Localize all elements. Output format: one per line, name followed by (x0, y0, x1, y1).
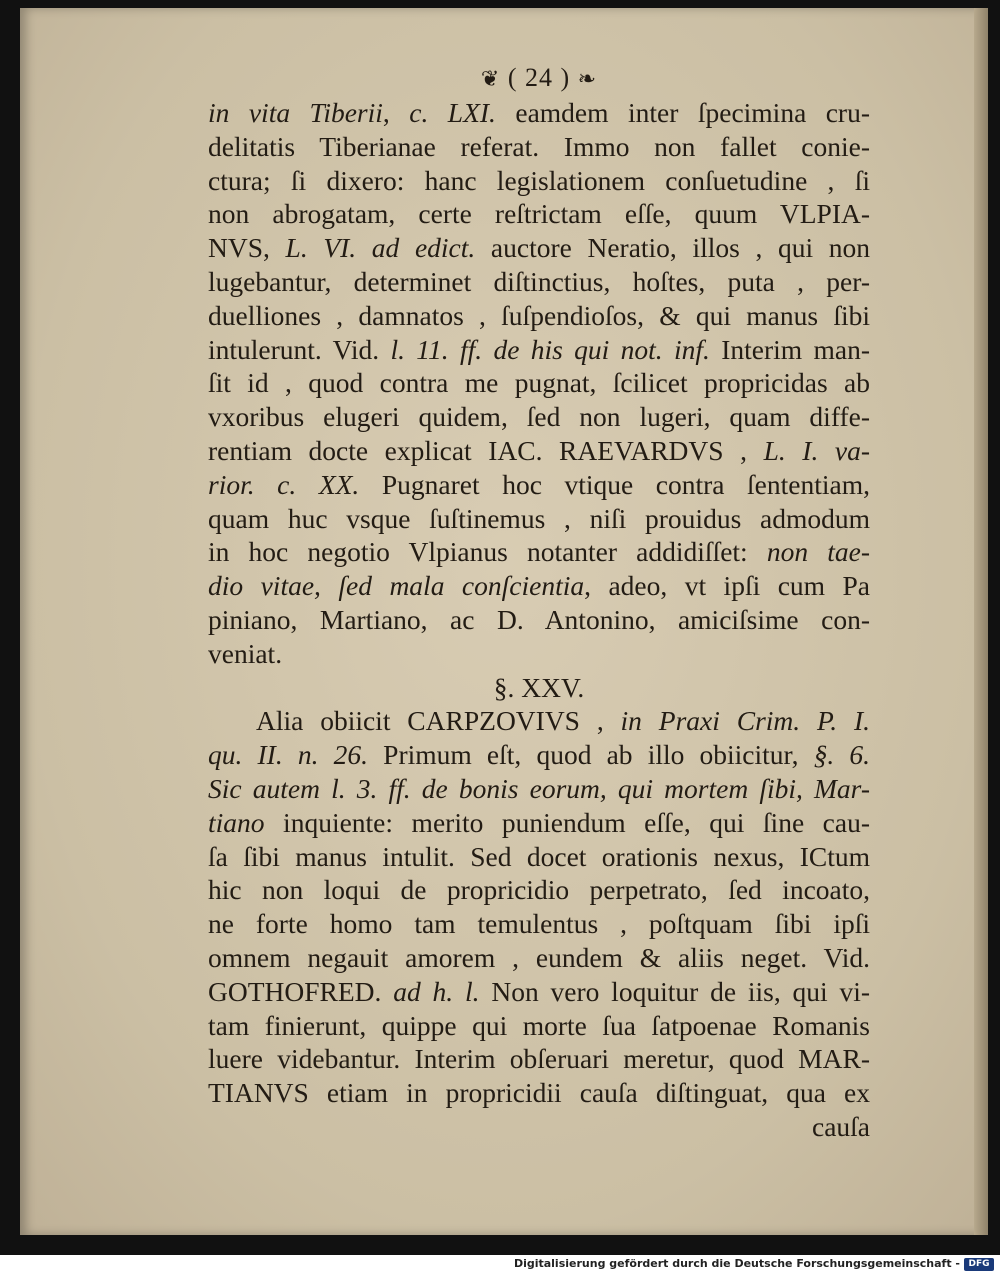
italic-span: in Praxi Crim. P. I. (620, 705, 870, 737)
text-span: TIANVS etiam in propricidii cauſa diſtinguat, qua ex (208, 1077, 870, 1109)
italic-span: rior. c. XX. (208, 468, 360, 500)
italic-span: Sic autem l. 3. ff. de bonis eorum, qui mortem ſibi, Mar- (208, 772, 870, 804)
dfg-logo: DFG (964, 1258, 994, 1271)
text-span: intulerunt. Vid. (208, 333, 391, 365)
text-line (208, 366, 870, 400)
text-line (208, 197, 870, 231)
text-span: omnem negauit amorem , eundem & aliis neget. Vid. (208, 941, 870, 973)
body-text (208, 96, 870, 1144)
text-line (208, 975, 870, 1009)
text-span: rentiam docte explicat IAC. RAEVARDVS , (208, 434, 764, 466)
text-span: auctore Neratio, illos , qui non (475, 232, 871, 264)
text-line (208, 299, 870, 333)
text-span: Non vero loquitur de iis, qui vi- (479, 975, 871, 1007)
italic-span: tiano (208, 806, 265, 838)
text-span: , adeo, vt ipſi cum Pa (584, 570, 871, 602)
text-line (208, 738, 870, 772)
italic-span: non tae- (766, 536, 870, 568)
text-line (208, 1076, 870, 1110)
text-span: piniano, Martiano, ac D. Antonino, amiciſsime con- (208, 603, 870, 635)
text-span: Interim man- (709, 333, 870, 365)
text-span: ſit id , quod contra me pugnat, ſcilicet propricidas ab (208, 367, 870, 399)
italic-span: ad h. l. (393, 975, 480, 1007)
text-span: tam finierunt, quippe qui morte ſua ſatpoenae Romanis (208, 1009, 870, 1041)
italic-span: L. I. va- (763, 434, 870, 466)
text-line (208, 400, 870, 434)
italic-span: L. VI. ad edict. (285, 232, 476, 264)
text-span: inquiente: merito puniendum eſſe, qui ſine cau- (264, 806, 870, 838)
text-line (208, 569, 870, 603)
text-span: §. XXV. (493, 671, 585, 703)
text-line (208, 941, 870, 975)
text-span: lugebantur, determinet diſtinctius, hoſtes, puta , per- (208, 265, 870, 297)
text-line (208, 873, 870, 907)
italic-span: c. LXI. (409, 97, 496, 128)
text-line (208, 231, 870, 265)
italic-span: qu. II. n. 26. (208, 739, 369, 771)
italic-span: §. 6. (813, 739, 871, 771)
text-span: delitatis Tiberianae referat. Immo non fallet conie- (208, 130, 870, 162)
text-line (208, 130, 870, 164)
text-line (208, 907, 870, 941)
italic-span: l. 11. ff. de his qui not. inf. (390, 333, 710, 365)
italic-span: dio vitae, ſed mala conſcientia (208, 570, 585, 602)
text-span: NVS, (208, 232, 286, 264)
text-span: luere videbantur. Interim obſeruari meretur, quod MAR- (208, 1043, 870, 1075)
text-line (208, 840, 870, 874)
text-line (208, 603, 870, 637)
text-line (208, 1042, 870, 1076)
text-line (208, 535, 870, 569)
text-span: Alia obiicit CARPZOVIVS , (256, 705, 621, 737)
ornament-left-icon: ❦ (480, 66, 501, 91)
text-span: Primum eſt, quod ab illo obiicitur, (368, 739, 814, 771)
italic-span: in vita Tiberii (208, 97, 383, 128)
text-span: in hoc negotio Vlpianus notanter addidiſſet: (208, 536, 767, 568)
text-span: vxoribus elugeri quidem, ſed non lugeri, quam diffe- (208, 401, 870, 433)
ornament-right-icon: ❧ (577, 66, 598, 91)
text-block (208, 60, 870, 1144)
text-line (208, 434, 870, 468)
text-line (208, 637, 870, 671)
text-line (208, 1009, 870, 1043)
text-span: ctura; ſi dixero: hanc legislationem conſuetudine , ſi (208, 164, 870, 196)
footer-credit: Digitalisierung gefördert durch die Deutsche Forschungsgemeinschaft - (513, 1257, 960, 1270)
text-line (208, 265, 870, 299)
catchword (208, 1110, 870, 1144)
text-line (208, 96, 870, 130)
section-heading (208, 671, 870, 705)
text-span: hic non loqui de propricidio perpetrato, ſed incoato, (208, 874, 870, 906)
footer-bar (0, 1255, 1000, 1275)
text-line (208, 704, 870, 738)
text-line (208, 164, 870, 198)
text-line (208, 772, 870, 806)
text-span: quam huc vsque ſuſtinemus , niſi prouidus admodum (208, 502, 870, 534)
text-line (208, 468, 870, 502)
text-span: , (382, 97, 410, 128)
text-span: GOTHOFRED. (208, 975, 394, 1007)
text-span: non abrogatam, certe reſtrictam eſſe, quum VLPIA- (208, 198, 870, 230)
text-span: duelliones , damnatos , ſuſpendioſos, & qui manus ſibi (208, 299, 870, 331)
text-span: Pugnaret hoc vtique contra ſententiam, (359, 468, 870, 500)
text-span: ſa ſibi manus intulit. Sed docet orationis nexus, ICtum (208, 840, 870, 872)
text-line (208, 806, 870, 840)
text-span: ne forte homo tam temulentus , poſtquam ſibi ipſi (208, 908, 870, 940)
book-page (20, 8, 988, 1235)
page-edge (974, 8, 988, 1235)
text-span: veniat. (208, 637, 283, 669)
page-number: ( 24 ) (507, 63, 571, 92)
text-span: cauſa (811, 1110, 870, 1142)
text-span: eamdem inter ſpecimina cru- (495, 97, 871, 128)
text-line (208, 502, 870, 536)
text-line (208, 333, 870, 367)
running-head (208, 60, 870, 96)
